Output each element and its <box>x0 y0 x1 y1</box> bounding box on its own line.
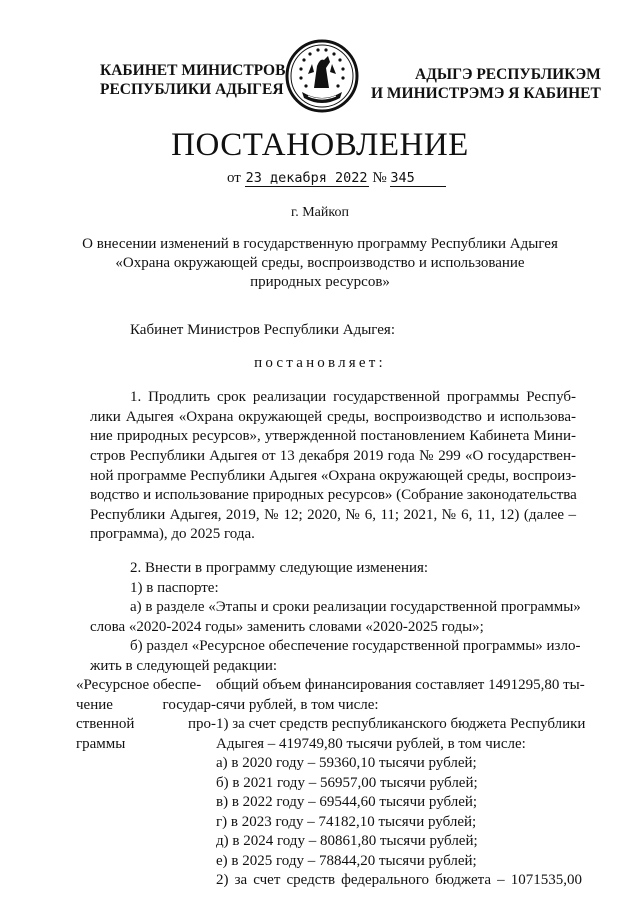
table-right-line-11: 2) за счет средств федерального бюджета – 1071535,00 <box>216 872 582 888</box>
table-right-line-1: общий объем финансирования составляет 1491295,80 ты- <box>216 677 585 693</box>
table-right-line-8: г) в 2023 году – 74182,10 тысячи рублей; <box>216 814 477 830</box>
table-right-line-9: д) в 2024 году – 80861,80 тысячи рублей; <box>216 833 478 849</box>
resolves-word: постановляет: <box>254 355 386 371</box>
table-right-line-5: а) в 2020 году – 59360,10 тысячи рублей; <box>216 755 477 771</box>
table-right-line-7: в) в 2022 году – 69544,60 тысячи рублей; <box>216 794 478 810</box>
p1-line-7: Республики Адыгея, 2019, № 12; 2020, № 6, 11; 2021, № 6, 11, 12) (далее – <box>90 507 576 523</box>
table-left-line-1: «Ресурсное обеспе- <box>76 677 202 693</box>
table-left-line-4: граммы <box>76 736 126 752</box>
p2-line-6: жить в следующей редакции: <box>90 658 278 674</box>
p1-line-1: 1. Продлить срок реализации государственной программы Респуб- <box>130 389 576 405</box>
header-right-block <box>371 65 601 103</box>
subject-line-3: природных ресурсов» <box>250 274 390 290</box>
header-right-line-2: И МИНИСТРЭМЭ Я КАБИНЕТ <box>371 85 601 102</box>
adygea-coat-of-arms-icon <box>284 38 360 114</box>
table-right-line-10: е) в 2025 году – 78844,20 тысячи рублей; <box>216 853 477 869</box>
p2-line-1: 2. Внести в программу следующие изменения: <box>130 560 429 576</box>
date-number-line <box>227 170 446 187</box>
p1-line-4: стров Республики Адыгея от 13 декабря 2019 года № 299 «О государствен- <box>90 448 576 464</box>
document-number: 345 <box>390 170 446 187</box>
header-right-line-1: АДЫГЭ РЕСПУБЛИКЭМ <box>415 66 601 83</box>
p2-line-3: а) в разделе «Этапы и сроки реализации государственной программы» <box>130 599 581 615</box>
date-prefix: от <box>227 170 241 186</box>
document-date: 23 декабря 2022 <box>245 170 368 186</box>
table-right-line-3: 1) за счет средств республиканского бюджета Республики <box>216 716 586 732</box>
number-prefix: № <box>372 170 387 186</box>
p1-line-6: водство и использование природных ресурсов» (Собрание законодательства <box>90 487 577 503</box>
document-city: г. Майкоп <box>291 205 349 220</box>
table-left-line-3: ственной про- <box>76 716 216 732</box>
p2-line-5: б) раздел «Ресурсное обеспечение государственной программы» изло- <box>130 638 581 654</box>
preamble: Кабинет Министров Республики Адыгея: <box>130 322 395 338</box>
header-left-line-2: РЕСПУБЛИКИ АДЫГЕЯ <box>100 81 284 98</box>
p1-line-2: лики Адыгея «Охрана окружающей среды, воспроизводство и использова- <box>90 409 576 425</box>
subject-line-1: О внесении изменений в государственную программу Республики Адыгея <box>82 236 558 252</box>
p1-line-8: программа), до 2025 года. <box>90 526 255 542</box>
document-title: ПОСТАНОВЛЕНИЕ <box>171 127 469 163</box>
p1-line-5: ной программе Республики Адыгея «Охрана окружающей среды, воспроиз- <box>90 468 577 484</box>
p2-line-2: 1) в паспорте: <box>130 580 219 596</box>
subject-line-2: «Охрана окружающей среды, воспроизводство и использование <box>115 255 525 271</box>
table-right-line-2: сячи рублей, в том числе: <box>216 697 379 713</box>
table-left-line-2: чение государ- <box>76 697 216 713</box>
p2-line-4: слова «2020-2024 годы» заменить словами «2020-2025 годы»; <box>90 619 484 635</box>
header-left-block <box>100 61 285 99</box>
table-right-line-4: Адыгея – 419749,80 тысячи рублей, в том числе: <box>216 736 526 752</box>
table-right-line-6: б) в 2021 году – 56957,00 тысячи рублей; <box>216 775 478 791</box>
header-left-line-1: КАБИНЕТ МИНИСТРОВ <box>100 62 286 79</box>
p1-line-3: ние природных ресурсов», утвержденной постановлением Кабинета Мини- <box>90 428 576 444</box>
